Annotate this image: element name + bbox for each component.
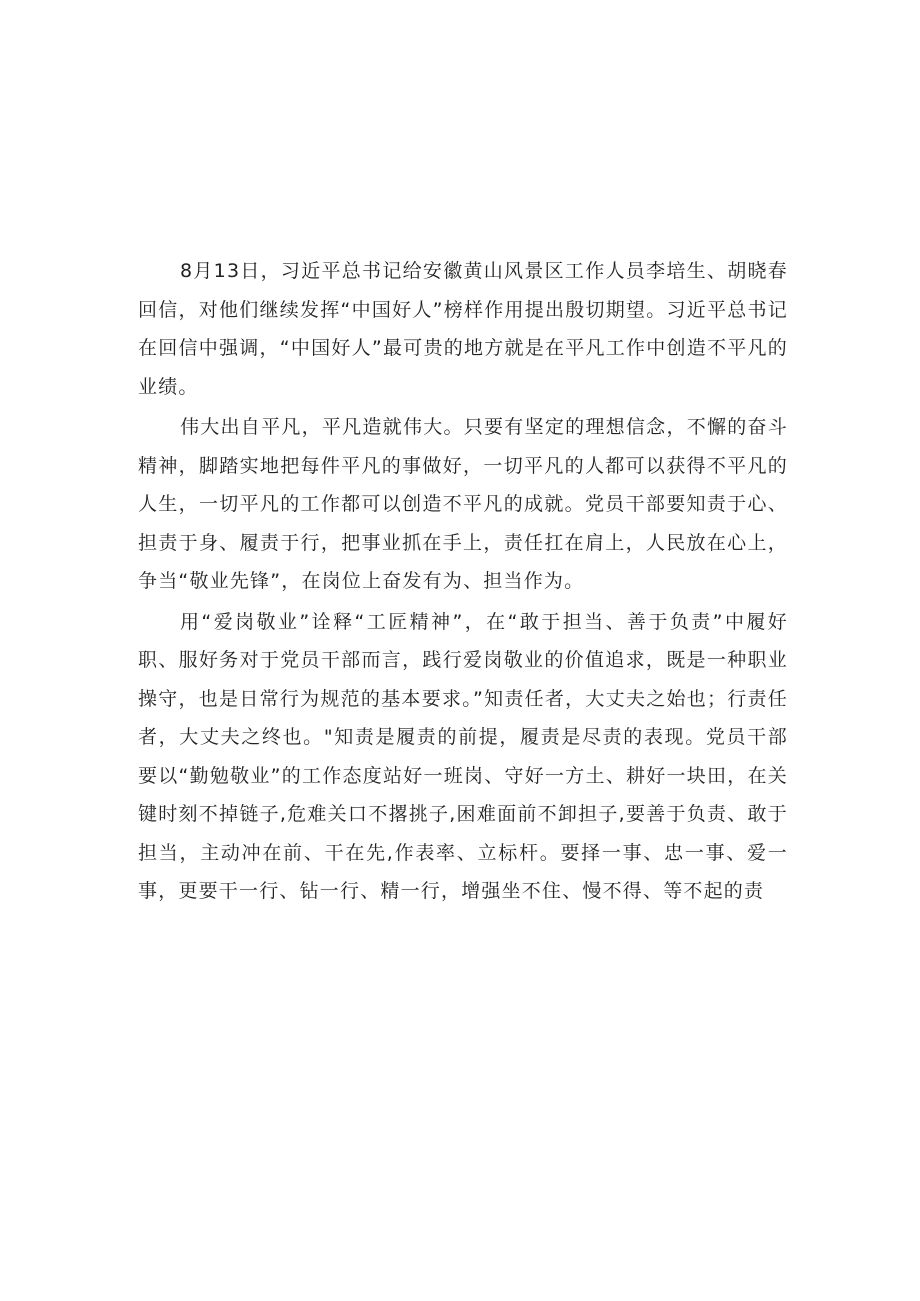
paragraph-2: 伟大出自平凡，平凡造就伟大。只要有坚定的理想信念，不懈的奋斗精神，脚踏实地把每件平凡的事做好，一切平凡的人都可以获得不平凡的人生，一切平凡的工作都可以创造不平凡的成就。党员干部要知责于心、担责于身、履责于行，把事业抓在手上，责任扛在肩上，人民放在心上，争当“敬业先锋”，在岗位上奋发有为、担当作为。 [138, 416, 788, 592]
paragraph-3: 用“爱岗敬业”诠释“工匠精神”，在“敢于担当、善于负责”中履好职、服好务对于党员干部而言，践行爱岗敬业的价值追求，既是一种职业操守，也是日常行为规范的基本要求。”知责任者，大丈夫之始也；行责任者，大丈夫之终也。"知责是履责的前提，履责是尽责的表现。党员干部要以“勤勉敬业”的工作态度站好一班岗、守好一方土、耕好一块田，在关键时刻不掉链子,危难关口不撂挑子,困难面前不卸担子,要善于负责、敢于担当，主动冲在前、干在先,作表率、立标杆。要择一事、忠一事、爱一事，更要干一行、钻一行、精一行，增强坐不住、慢不得、等不起的责 [138, 610, 788, 902]
paragraph-1: 8月13日，习近平总书记给安徽黄山风景区工作人员李培生、胡晓春回信，对他们继续发挥“中国好人”榜样作用提出殷切期望。习近平总书记在回信中强调，“中国好人”最可贵的地方就是在平凡工作中创造不平凡的业绩。 [138, 260, 788, 398]
document-body [138, 252, 788, 913]
